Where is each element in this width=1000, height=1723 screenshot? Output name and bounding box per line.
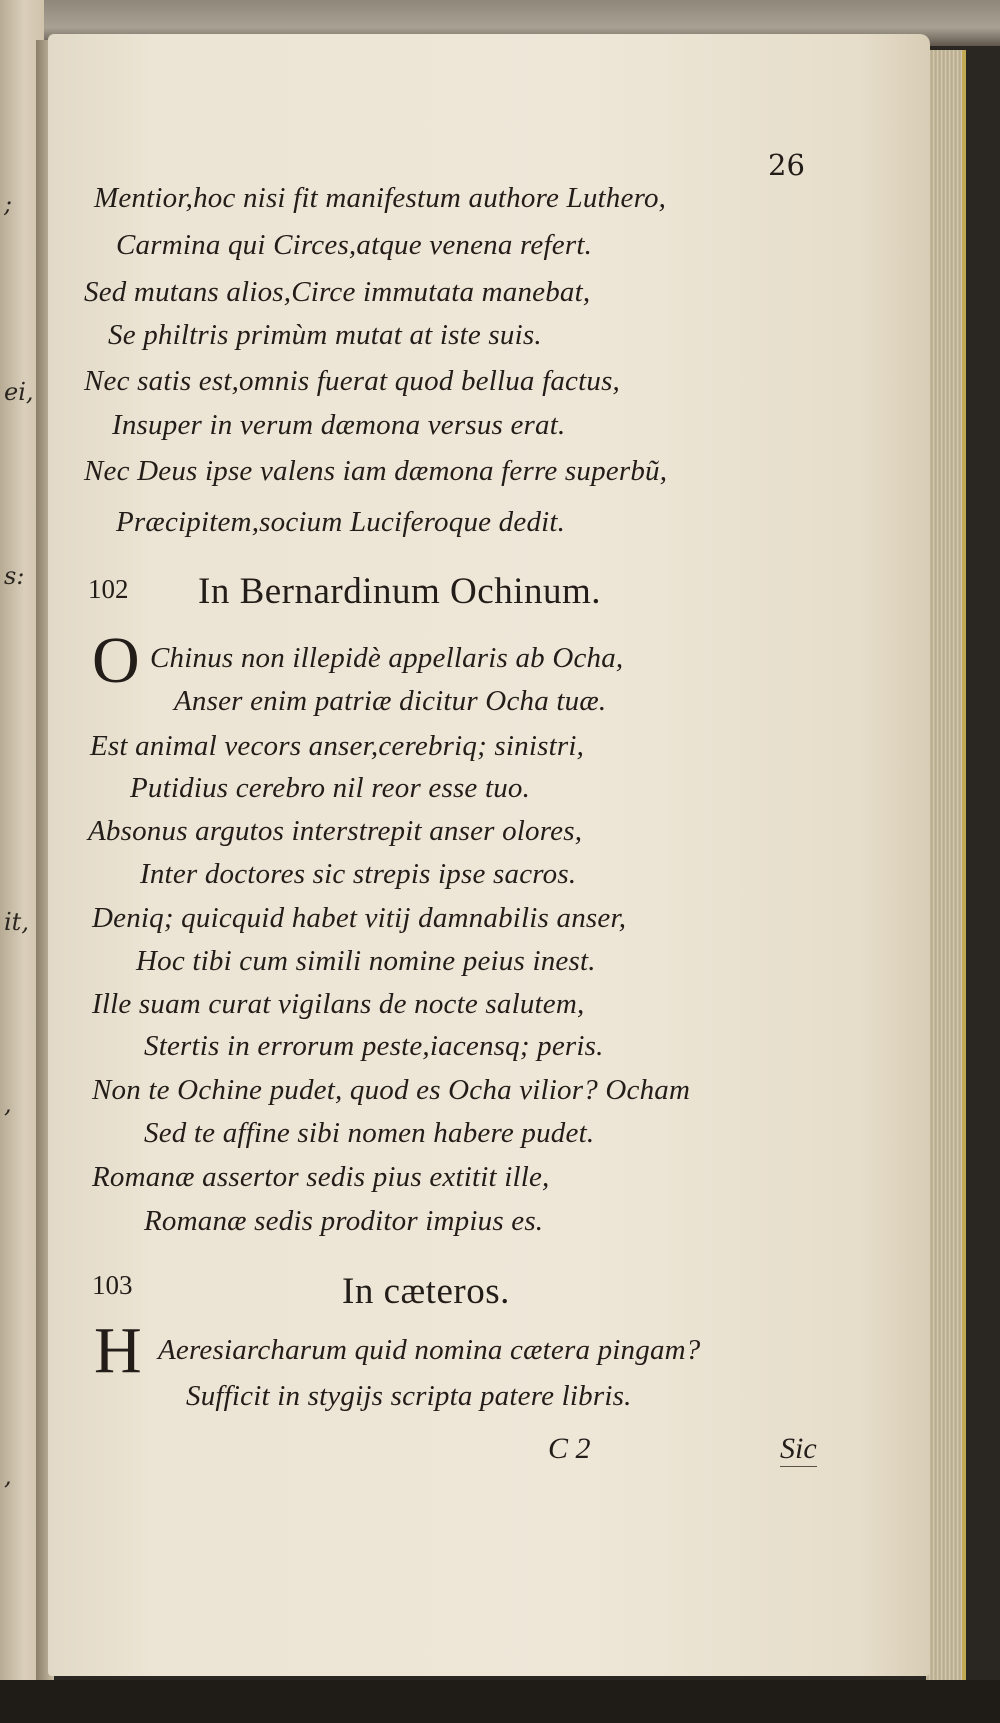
verse-line: Absonus argutos interstrepit anser olores, [88,815,583,847]
catchword: Sic [780,1432,817,1465]
left-margin-fragment: ; [4,190,13,218]
verse-line: Romanæ assertor sedis pius extitit ille, [92,1161,550,1193]
left-margin-fragment: ei, [4,378,34,406]
epigram-title: In Bernardinum Ochinum. [198,571,601,612]
verse-line: Aeresiarcharum quid nomina cætera pingam? [158,1334,701,1366]
verse-line: Romanæ sedis proditor impius es. [144,1205,544,1237]
verse-line: Inter doctores sic strepis ipse sacros. [140,858,577,890]
signature-mark: C 2 [548,1432,591,1465]
verse-line: Sufficit in stygijs scripta patere libris. [186,1380,632,1412]
page-number: 26 [768,148,805,182]
verse-line: Putidius cerebro nil reor esse tuo. [130,772,531,804]
verse-line: Non te Ochine pudet, quod es Ocha vilior? Ocham [92,1074,691,1106]
verse-line: Insuper in verum dæmona versus erat. [112,409,566,441]
page-edges [926,50,966,1680]
verse-line: Stertis in errorum peste,iacensq; peris. [144,1030,604,1062]
epigram-number: 103 [92,1270,133,1300]
bottom-shadow [0,1680,1000,1723]
left-margin-fragment: it, [4,908,29,936]
drop-capital: O [92,624,140,697]
epigram-title: In cæteros. [342,1271,510,1312]
verse-line: Ille suam curat vigilans de nocte salutem, [92,988,585,1020]
verse-line: Se philtris primùm mutat at iste suis. [108,319,542,351]
verse-line: Deniq; quicquid habet vitij damnabilis anser, [92,902,627,934]
verse-line: Nec Deus ipse valens iam dæmona ferre superbũ, [84,455,668,487]
verse-line: Chinus non illepidè appellaris ab Ocha, [150,642,624,674]
verse-line: Mentior,hoc nisi fit manifestum authore Luthero, [94,182,667,214]
verse-line: Hoc tibi cum simili nomine peius inest. [136,945,596,977]
verse-line: Est animal vecors anser,cerebriq; sinistri, [90,730,585,762]
epigram-number: 102 [88,574,129,604]
left-margin-fragment: s: [4,562,25,590]
verse-line: Anser enim patriæ dicitur Ocha tuæ. [174,685,607,717]
left-margin-fragment: , [4,1462,12,1490]
verse-line: Sed te affine sibi nomen habere pudet. [144,1117,595,1149]
verse-line: Carmina qui Circes,atque venena refert. [116,229,593,261]
verse-line: Sed mutans alios,Circe immutata manebat, [84,276,591,308]
drop-capital: H [94,1314,142,1387]
verse-line: Præcipitem,socium Luciferoque dedit. [116,506,566,538]
verse-line: Nec satis est,omnis fuerat quod bellua factus, [84,365,621,397]
left-margin-fragment: , [4,1090,12,1118]
